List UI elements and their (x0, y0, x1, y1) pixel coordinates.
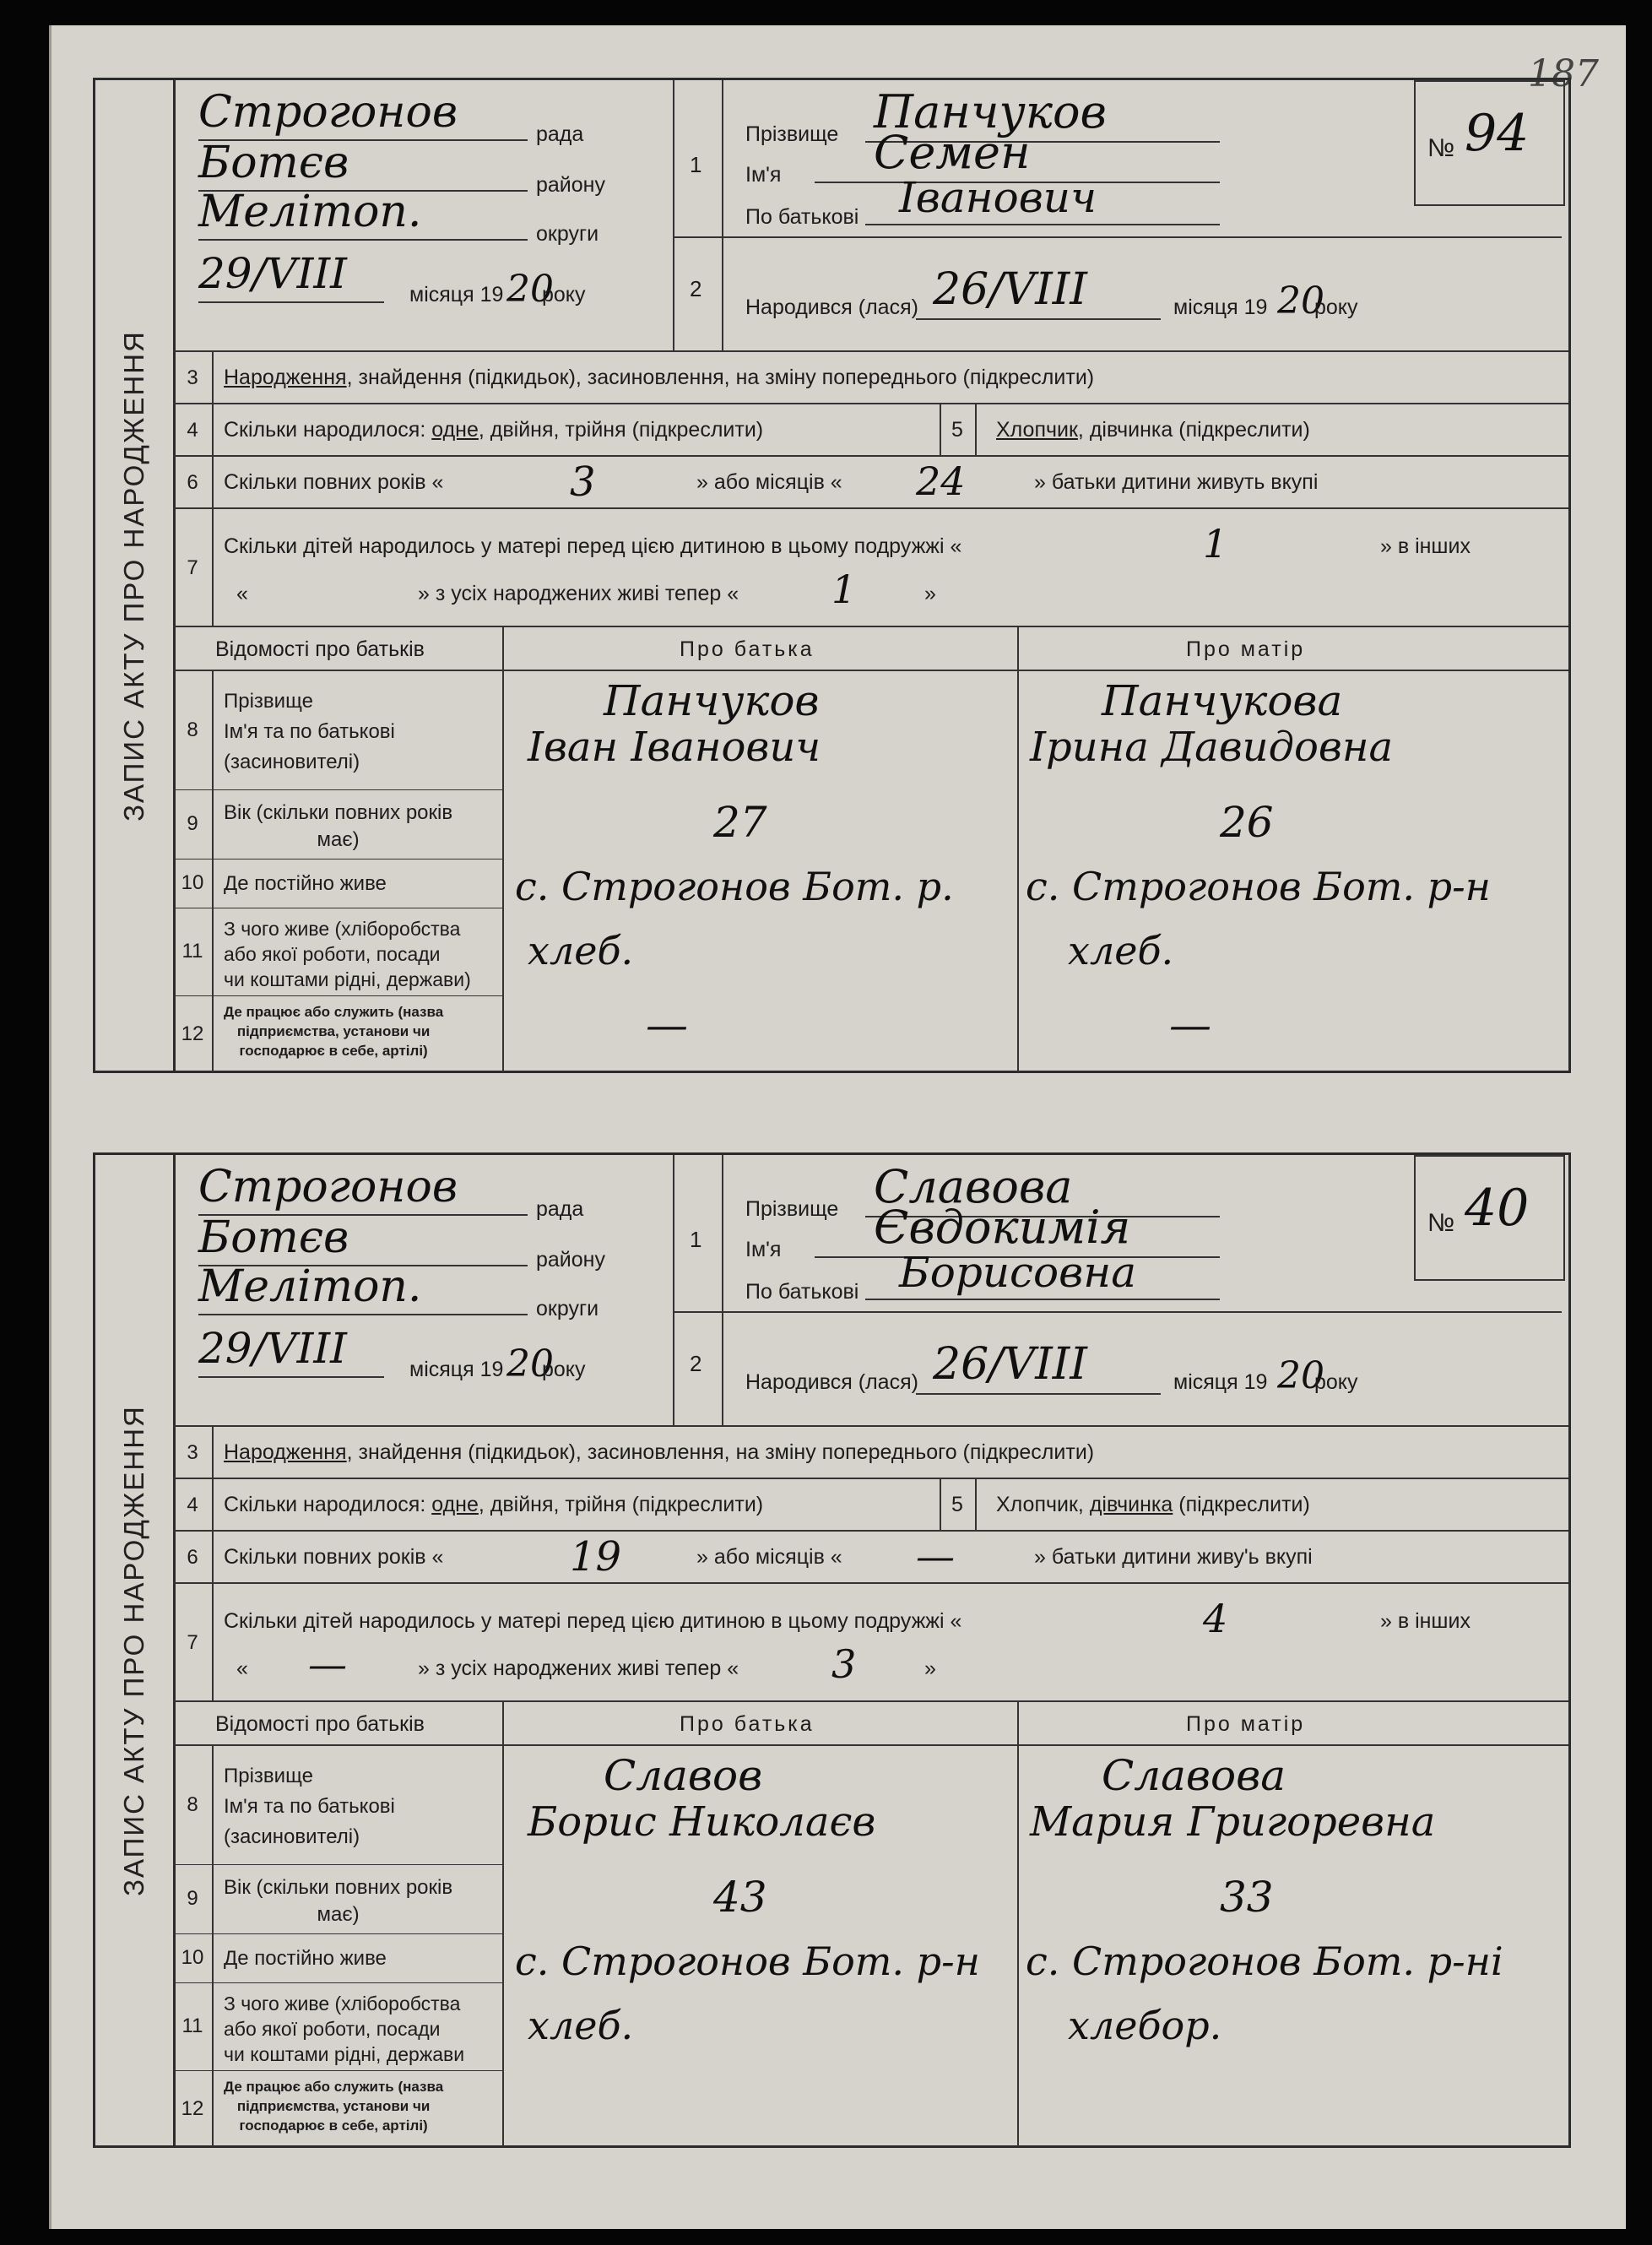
row-11-label (224, 1991, 464, 2067)
child-surname: Славова (874, 1160, 1073, 1213)
father-header: Про батька (680, 1712, 815, 1736)
other-marriages-children: — (308, 1641, 347, 1687)
okrug-label: округи (536, 222, 599, 246)
father-surname: Панчуков (604, 676, 820, 725)
father-surname: Славов (604, 1751, 763, 1800)
row-number: 6 (173, 1532, 214, 1584)
born-label: Народився (лася) (745, 296, 918, 319)
mother-occupation: хлебор. (1068, 2003, 1222, 2048)
record-header (173, 80, 1568, 350)
row-4 (173, 403, 1568, 457)
child-sex: Хлопчик, дівчинка (підкреслити) (996, 1493, 1310, 1516)
row-label-line: має) (317, 1903, 360, 1926)
row-number: 4 (173, 1479, 214, 1532)
row-label-line: господарює в себе, артілі) (239, 2118, 428, 2134)
row-7 (173, 1582, 1568, 1702)
row-label-line: Прізвище (224, 1765, 313, 1787)
surname-label: Прізвище (745, 122, 839, 146)
registration-year-label: року (542, 283, 586, 306)
row-number: 2 (690, 1351, 702, 1376)
parents-header (173, 626, 1568, 671)
row-number: 5 (951, 418, 963, 442)
mother-header: Про матір (1186, 1712, 1306, 1736)
row-number: 2 (690, 276, 702, 301)
previous-children-label: Скільки дітей народилось у матері перед цією дитиною в цьому подружжі « (224, 1609, 962, 1633)
father-occupation: хлеб. (528, 2003, 634, 2048)
registration-type: Народження, знайдення (підкидьок), засиновлення, на зміну попереднього (підкреслити) (224, 1440, 1095, 1464)
father-age: 43 (713, 1873, 767, 1922)
council-value: Строгонов (198, 1162, 458, 1212)
row-8-label (224, 1761, 395, 1852)
previous-children: 1 (1203, 521, 1228, 567)
record-number: 40 (1465, 1179, 1530, 1238)
birth-year: 20 (1277, 279, 1324, 323)
page-number: 187 (1528, 52, 1599, 95)
mother-residence: с. Строгонов Бот. р-н (1026, 864, 1491, 909)
mother-surname: Панчукова (1102, 676, 1343, 725)
row-label-line: Вік (скільки повних років (224, 801, 453, 824)
registration-month-label: місяця 19 (409, 283, 504, 306)
row-8-label (224, 686, 395, 778)
father-work: — (646, 1000, 688, 1049)
row-label-line: (засиновителі) (224, 1825, 360, 1848)
father-residence: с. Строгонов Бот. р-н (515, 1939, 980, 1984)
row-number: 10 (181, 1946, 204, 1969)
row-number: 12 (181, 2096, 204, 2120)
quote-close: » (924, 582, 936, 605)
row-label-line: З чого живе (хліборобства (224, 918, 461, 940)
district-value: Ботєв (198, 1212, 349, 1263)
record-sidebar (95, 80, 176, 1071)
record-number-box (1414, 80, 1565, 206)
row-label-line: Де працює або служить (назва (224, 1004, 444, 1020)
row-label-line: З чого живе (хліборобства (224, 1993, 461, 2015)
row-9-label (224, 800, 452, 854)
row-number: 12 (181, 1022, 204, 1045)
quote-open: « (236, 582, 248, 605)
row-label-line: чи коштами рідні, держави (224, 2043, 465, 2065)
years-together-label: Скільки повних років « (224, 1545, 444, 1569)
father-occupation: хлеб. (528, 928, 634, 973)
previous-children: 4 (1203, 1596, 1228, 1641)
born-month-label: місяця 19 (1173, 296, 1268, 319)
living-together-label: » батьки дитини живу'ь вкупі (1034, 1545, 1313, 1569)
row-number: 6 (173, 457, 214, 509)
born-month-label: місяця 19 (1173, 1370, 1268, 1394)
mother-age: 33 (1220, 1873, 1274, 1922)
alive-now-label: » з усіх народжених живі тепер « (418, 1657, 739, 1680)
row-9-label (224, 1874, 452, 1928)
registration-type: Народження, знайдення (підкидьок), засиновлення, на зміну попереднього (підкреслити) (224, 366, 1095, 389)
record-number: 94 (1465, 104, 1530, 163)
child-name: Євдокимія (874, 1201, 1131, 1254)
quote-close: » (924, 1657, 936, 1680)
other-marriages-label: » в інших (1380, 1609, 1471, 1633)
registration-year: 20 (506, 1342, 554, 1386)
child-patronymic: Іванович (899, 173, 1097, 222)
row-number: 9 (187, 812, 198, 835)
row-number: 8 (187, 719, 198, 741)
registration-date: 29/VIII (198, 1324, 347, 1373)
row-number: 8 (187, 1793, 198, 1816)
registration-date: 29/VIII (198, 249, 347, 298)
row-label-line: чи коштами рідні, держави) (224, 968, 471, 990)
row-number: 1 (690, 1227, 702, 1252)
mother-name: Мария Григоревна (1030, 1798, 1436, 1846)
row-label-line: або якої роботи, посади (224, 943, 441, 965)
alive-now-label: » з усіх народжених живі тепер « (418, 582, 739, 605)
months-together: — (916, 1533, 955, 1579)
child-patronymic: Борисовна (899, 1248, 1137, 1297)
row-label-line: Ім'я та по батькові (224, 720, 395, 743)
row-10-label: Де постійно живе (224, 872, 387, 895)
district-label: району (536, 1248, 605, 1272)
row-number: 7 (173, 509, 214, 627)
row-6 (173, 1530, 1568, 1584)
row-3 (173, 350, 1568, 404)
mother-age: 26 (1220, 798, 1274, 847)
mother-name: Ірина Давидовна (1030, 724, 1394, 771)
row-7 (173, 507, 1568, 627)
mother-surname: Славова (1102, 1751, 1286, 1800)
record-number-label: № (1427, 1209, 1455, 1237)
row-label-line: Де працює або служить (назва (224, 2079, 444, 2095)
child-sex: Хлопчик, дівчинка (підкреслити) (996, 418, 1310, 442)
mother-header: Про матір (1186, 637, 1306, 661)
years-together-label: Скільки повних років « (224, 470, 444, 494)
row-number: 5 (951, 1493, 963, 1516)
okrug-value: Мелітоп. (198, 187, 422, 237)
born-year-label: року (1314, 296, 1358, 319)
row-number: 3 (173, 352, 214, 404)
parents-header-label: Відомості про батьків (215, 1712, 425, 1736)
surname-label: Прізвище (745, 1197, 839, 1221)
council-label: рада (536, 122, 584, 146)
district-value: Ботєв (198, 138, 349, 188)
okrug-value: Мелітоп. (198, 1261, 422, 1312)
parents-table (173, 1744, 1568, 2147)
council-label: рада (536, 1197, 584, 1221)
father-residence: с. Строгонов Бот. р. (515, 864, 954, 909)
row-label-line: Вік (скільки повних років (224, 1876, 453, 1899)
row-number: 3 (173, 1427, 214, 1479)
row-number: 1 (690, 152, 702, 177)
previous-children-label: Скільки дітей народилось у матері перед цією дитиною в цьому подружжі « (224, 534, 962, 558)
father-age: 27 (713, 798, 767, 847)
born-label: Народився (лася) (745, 1370, 918, 1394)
alive-now: 3 (831, 1641, 857, 1687)
months-together-label: » або місяців « (696, 470, 842, 494)
registration-year: 20 (506, 268, 554, 311)
alive-now: 1 (831, 567, 857, 612)
row-label-line: підприємства, установи чи (236, 2098, 431, 2114)
father-header: Про батька (680, 637, 815, 661)
father-name: Борис Николаєв (528, 1798, 876, 1846)
birth-record (93, 78, 1571, 1073)
years-together: 3 (570, 458, 596, 506)
birth-count: Скільки народилося: одне, двійня, трійня (підкреслити) (224, 1493, 764, 1516)
row-4 (173, 1478, 1568, 1532)
record-sidebar (95, 1155, 176, 2145)
parents-header-label: Відомості про батьків (215, 637, 425, 661)
birth-date: 26/VIII (933, 264, 1087, 315)
child-surname: Панчуков (874, 85, 1107, 138)
born-year-label: року (1314, 1370, 1358, 1394)
patronymic-label: По батькові (745, 1280, 859, 1304)
record-number-box (1414, 1155, 1565, 1281)
row-label-line: (засиновителі) (224, 751, 360, 773)
row-number: 11 (181, 940, 203, 963)
row-12-label (224, 2077, 443, 2135)
other-marriages-label: » в інших (1380, 534, 1471, 558)
birth-year: 20 (1277, 1354, 1324, 1397)
mother-occupation: хлеб. (1068, 928, 1174, 973)
months-together-label: » або місяців « (696, 1545, 842, 1569)
council-value: Строгонов (198, 87, 458, 138)
birth-count: Скільки народилося: одне, двійня, трійня (підкреслити) (224, 418, 764, 442)
row-label-line: підприємства, установи чи (236, 1023, 431, 1039)
row-number: 7 (173, 1584, 214, 1702)
row-10-label: Де постійно живе (224, 1947, 387, 1970)
row-number: 10 (181, 871, 204, 894)
months-together: 24 (916, 458, 966, 504)
birth-record (93, 1152, 1571, 2148)
mother-work: — (1169, 1000, 1211, 1049)
district-label: району (536, 173, 605, 197)
row-11-label (224, 916, 471, 992)
row-number: 11 (181, 2015, 203, 2037)
patronymic-label: По батькові (745, 205, 859, 229)
child-name: Семен (874, 126, 1031, 179)
row-label-line: Ім'я та по батькові (224, 1795, 395, 1818)
registration-year-label: року (542, 1358, 586, 1381)
row-label-line: Прізвище (224, 690, 313, 713)
row-label-line: або якої роботи, посади (224, 2018, 441, 2040)
sidebar-title: ЗАПИС АКТУ ПРО НАРОДЖЕННЯ (118, 1404, 149, 1896)
row-number: 4 (173, 404, 214, 457)
record-header (173, 1155, 1568, 1425)
living-together-label: » батьки дитини живуть вкупі (1034, 470, 1319, 494)
row-label-line: має) (317, 828, 360, 851)
sidebar-title: ЗАПИС АКТУ ПРО НАРОДЖЕННЯ (118, 329, 149, 822)
parents-table (173, 670, 1568, 1072)
row-number: 9 (187, 1887, 198, 1910)
birth-date: 26/VIII (933, 1339, 1087, 1390)
name-label: Ім'я (745, 163, 782, 187)
father-name: Іван Іванович (528, 724, 821, 771)
quote-open: « (236, 1657, 248, 1680)
mother-residence: с. Строгонов Бот. р-ні (1026, 1939, 1503, 1984)
row-12-label (224, 1002, 443, 1060)
registration-month-label: місяця 19 (409, 1358, 504, 1381)
row-3 (173, 1425, 1568, 1479)
row-6 (173, 455, 1568, 509)
record-number-label: № (1427, 134, 1455, 162)
row-label-line: господарює в себе, артілі) (239, 1043, 428, 1059)
parents-header (173, 1700, 1568, 1746)
years-together: 19 (570, 1533, 622, 1581)
name-label: Ім'я (745, 1238, 782, 1261)
okrug-label: округи (536, 1297, 599, 1320)
